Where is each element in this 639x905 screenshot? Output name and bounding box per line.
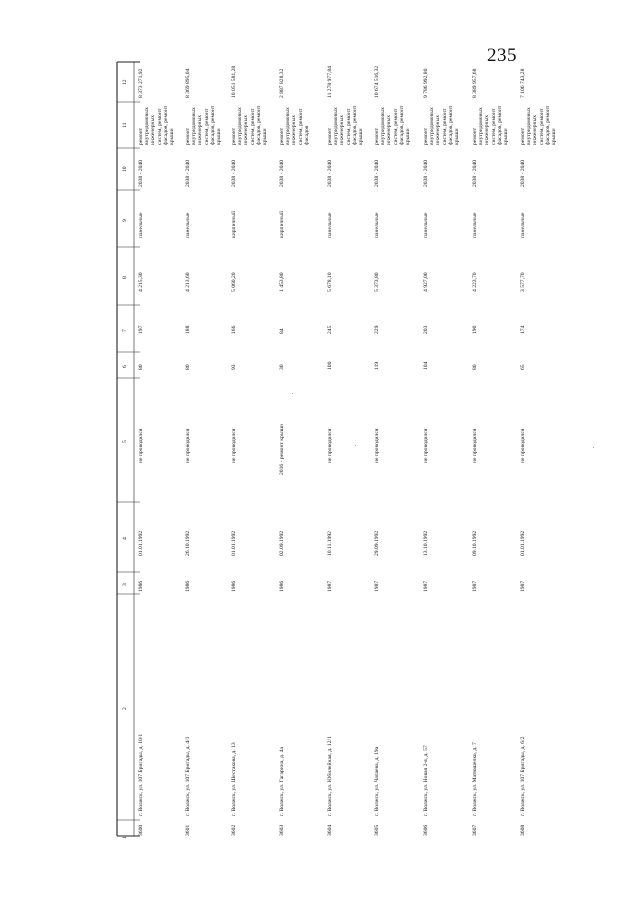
address-cell: г. Волжск, ул. Матюшенко, д. 7 <box>472 742 478 816</box>
works-line: фасадов, ремонт <box>255 105 262 145</box>
year-cell: 1986 <box>138 580 144 592</box>
works-line: внутридомовых <box>237 107 244 145</box>
works-line: ремонт <box>472 127 478 145</box>
year-cell: 1987 <box>423 580 429 592</box>
date-cell: 26.10.1992 <box>185 530 191 556</box>
area-cell: 1 453,80 <box>279 272 285 292</box>
works-line: внутридомовых <box>380 107 387 145</box>
year-cell: 1987 <box>520 580 526 592</box>
year-cell: 1987 <box>374 580 380 592</box>
works-line: внутридомовых <box>191 107 198 145</box>
date-cell: 13.10.1992 <box>423 530 429 556</box>
year-cell: 1986 <box>279 580 285 592</box>
material-cell: кирпичный <box>279 210 285 238</box>
works-line: ремонт <box>423 127 429 145</box>
row-id: 3602 <box>231 824 237 836</box>
cell-col7: 166 <box>231 325 237 334</box>
cell-col6: 80 <box>472 364 478 370</box>
row-id: 3604 <box>327 824 333 836</box>
works-line: инженерных <box>435 114 442 145</box>
row-id: 3606 <box>423 824 429 836</box>
works-line: внутридомовых <box>285 107 292 145</box>
cost-cell: 7 106 743,28 <box>520 68 526 98</box>
row-id: 3601 <box>185 824 191 836</box>
area-cell: 5 678,10 <box>327 272 333 292</box>
works-line: ремонт <box>279 127 285 145</box>
address-cell: г. Волжск, ул. Шестакова, д. 13 <box>231 742 237 816</box>
works-line: инженерных <box>532 114 539 145</box>
area-cell: 5 060,20 <box>231 272 237 292</box>
material-cell: панельные <box>185 212 191 238</box>
works-line: систем, ремонт <box>203 108 210 145</box>
works-line: инженерных <box>197 114 204 145</box>
cell-col7: 190 <box>472 325 478 334</box>
works-line: крыши <box>503 128 509 145</box>
works-line: фасадов, ремонт <box>209 105 216 145</box>
cell-col6: 93 <box>231 364 237 370</box>
row-id: 3605 <box>374 824 380 836</box>
works-line: ремонт <box>374 127 380 145</box>
year-cell: 1986 <box>231 580 237 592</box>
works-line: внутридомовых <box>478 107 485 145</box>
repair-cell: не проводился <box>520 428 526 463</box>
material-cell: панельные <box>138 212 144 238</box>
repair-cell: не проводился <box>231 428 237 463</box>
cell-col6: 119 <box>374 361 380 370</box>
works-line: ремонт <box>327 127 333 145</box>
works-line: систем, ремонт <box>392 108 399 145</box>
works-line: фасадов, ремонт <box>398 105 405 145</box>
column-number: 8 <box>122 276 128 279</box>
works-line: крыши <box>454 128 460 145</box>
material-cell: панельные <box>472 212 478 238</box>
works-line: систем, ремонт <box>297 108 304 145</box>
row-id: 3600 <box>138 824 144 836</box>
works-line: инженерных <box>291 114 298 145</box>
cost-cell: 11 278 977,84 <box>327 66 333 98</box>
address-cell: г. Волжск, ул. Чапаева, д. 19а <box>374 746 380 816</box>
cell-col7: 229 <box>374 325 380 334</box>
area-cell: 4 223,70 <box>472 272 478 292</box>
period-cell: 2038 - 2040 <box>423 159 429 187</box>
year-cell: 1987 <box>472 580 478 592</box>
period-cell: 2038 - 2040 <box>185 159 191 187</box>
works-line: систем, ремонт <box>156 108 163 145</box>
repair-cell: 2016 - ремонт крыши <box>279 424 285 475</box>
works-line: фасадов, ремонт <box>351 105 358 145</box>
page-number: 235 <box>487 45 517 66</box>
cell-col6: 80 <box>138 364 144 370</box>
works-line: ремонт <box>231 127 237 145</box>
area-cell: 4 215,30 <box>138 272 144 292</box>
material-cell: панельные <box>423 212 429 238</box>
address-cell: г. Волжск, ул. Новая 2-я, д. 57 <box>423 745 429 816</box>
cell-col7: 245 <box>327 325 333 334</box>
works-line: ремонт <box>520 127 526 145</box>
cost-cell: 9 786 992,80 <box>423 68 429 98</box>
date-cell: 02.09.1992 <box>279 530 285 556</box>
works-line: фасадов <box>303 125 310 145</box>
cost-cell: 8 389 957,68 <box>472 68 478 98</box>
cost-cell: 10 051 581,28 <box>231 65 237 98</box>
date-cell: 01.01.1992 <box>138 530 144 556</box>
period-cell: 2038 - 2040 <box>327 159 333 187</box>
cost-cell: 8 369 895,04 <box>185 68 191 98</box>
works-line: фасадов, ремонт <box>162 105 169 145</box>
cost-cell: 10 674 516,32 <box>374 65 380 98</box>
works-line: фасадов, ремонт <box>496 105 503 145</box>
cell-col6: 100 <box>327 361 333 370</box>
period-cell: 2038 - 2040 <box>374 159 380 187</box>
cell-col6: 80 <box>185 364 191 370</box>
year-cell: 1987 <box>327 580 333 592</box>
date-cell: 09.10.1992 <box>472 530 478 556</box>
period-cell: 2038 - 2040 <box>231 159 237 187</box>
address-cell: г. Волжск, ул. 107 Бригады, д. 10/1 <box>138 733 144 816</box>
repair-cell: не проводился <box>472 428 478 463</box>
material-cell: панельные <box>374 212 380 238</box>
material-cell: панельные <box>520 212 526 238</box>
cost-cell: 8 373 271,92 <box>138 68 144 98</box>
column-number: 11 <box>122 122 128 128</box>
works-line: крыши <box>405 128 411 145</box>
column-number: 6 <box>122 365 128 368</box>
row-id: 3603 <box>279 824 285 836</box>
works-line: ремонт <box>138 127 144 145</box>
cell-col6: 30 <box>279 364 285 370</box>
column-number: 5 <box>122 440 128 443</box>
address-cell: г. Волжск, ул. 107 Бригады, д. 6/2 <box>520 736 526 816</box>
works-line: крыши <box>358 128 364 145</box>
works-line: крыши <box>551 128 557 145</box>
material-cell: кирпичный <box>231 210 237 238</box>
works-line: фасадов, ремонт <box>447 105 454 145</box>
repair-cell: не проводился <box>138 428 144 463</box>
works-line: крыши <box>216 128 222 145</box>
repair-cell: не проводился <box>374 428 380 463</box>
works-line: крыши <box>169 128 175 145</box>
works-line: внутридомовых <box>144 107 151 145</box>
works-line: систем, ремонт <box>490 108 497 145</box>
column-number: 1 <box>122 836 128 839</box>
date-cell: 29.09.1992 <box>374 530 380 556</box>
column-number: 4 <box>122 537 128 540</box>
works-line: систем, ремонт <box>538 108 545 145</box>
works-line: внутридомовых <box>429 107 436 145</box>
row-id: 3608 <box>520 824 526 836</box>
repair-cell: не проводился <box>423 428 429 463</box>
area-cell: 5 373,80 <box>374 272 380 292</box>
cell-col6: 65 <box>520 364 526 370</box>
works-line: систем, ремонт <box>345 108 352 145</box>
period-cell: 2038 - 2040 <box>520 159 526 187</box>
address-cell: г. Волжск, ул. Юбилейная, д. 12/1 <box>327 736 333 816</box>
area-cell: 4 927,00 <box>423 272 429 292</box>
year-cell: 1986 <box>185 580 191 592</box>
works-line: инженерных <box>339 114 346 145</box>
date-cell: 01.01.1992 <box>231 530 237 556</box>
area-cell: 4 213,60 <box>185 272 191 292</box>
works-line: ремонт <box>185 127 191 145</box>
works-line: внутридомовых <box>333 107 340 145</box>
works-line: систем, ремонт <box>441 108 448 145</box>
address-cell: г. Волжск, ул. Гагарина, д. 4а <box>279 747 285 816</box>
column-number: 7 <box>122 328 128 332</box>
cell-col7: 174 <box>520 325 526 334</box>
works-line: инженерных <box>150 114 157 145</box>
date-cell: 10.11.1992 <box>327 531 333 556</box>
works-line: внутридомовых <box>526 107 533 145</box>
address-cell: г. Волжск, ул. 107 Бригады, д. 4/1 <box>185 736 191 816</box>
repair-cell: не проводился <box>327 428 333 463</box>
cell-col7: 188 <box>185 325 191 334</box>
period-cell: 2038 - 2040 <box>472 159 478 187</box>
area-cell: 3 577,70 <box>520 272 526 292</box>
column-number: 9 <box>122 218 128 222</box>
works-line: систем, ремонт <box>249 108 256 145</box>
cell-col6: 104 <box>423 361 429 370</box>
column-number: 2 <box>122 707 128 710</box>
works-line: инженерных <box>243 114 250 145</box>
works-line: инженерных <box>386 114 393 145</box>
cell-col7: 203 <box>423 325 429 334</box>
material-cell: панельные <box>327 212 333 238</box>
column-number: 10 <box>122 166 128 172</box>
period-cell: 2038 - 2040 <box>138 159 144 187</box>
row-id: 3607 <box>472 824 478 836</box>
repair-cell: не проводился <box>185 428 191 463</box>
period-cell: 2038 - 2040 <box>279 159 285 187</box>
column-number: 3 <box>122 583 128 586</box>
works-line: фасадов, ремонт <box>544 105 551 145</box>
date-cell: 01.01.1992 <box>520 530 526 556</box>
works-line: крыши <box>262 128 268 145</box>
works-line: инженерных <box>484 114 491 145</box>
cell-col7: 84 <box>279 328 285 334</box>
cost-cell: 2 887 828,32 <box>279 68 285 98</box>
cell-col7: 197 <box>138 325 144 334</box>
column-number: 12 <box>122 79 128 85</box>
